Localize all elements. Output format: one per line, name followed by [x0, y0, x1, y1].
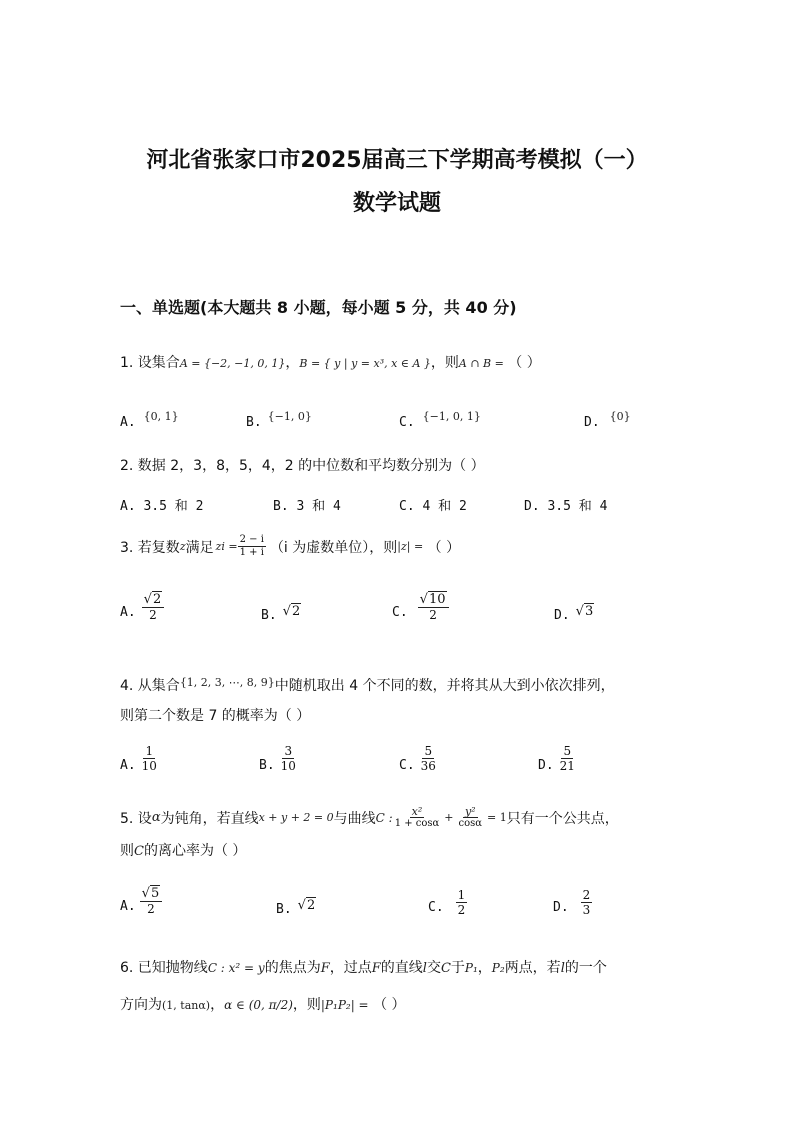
question-6: 6. 已知抛物线C : x² = y的焦点为F，过点F的直线l交C于P₁，P₂两点，若l的一个 — [120, 960, 607, 976]
q4-text1: 中随机取出 4 个不同的数，并将其从大到小依次排列， — [274, 678, 615, 694]
q3-fraction: $\frac{2 - i}{1 + i}$ — [239, 534, 264, 558]
question-4-line2: 则第二个数是 7 的概率为（ ） — [120, 708, 311, 724]
q5-prefix: 5. 设 — [120, 810, 152, 827]
q4-set: {1, 2, 3, ⋯, 8, 9} — [179, 676, 275, 689]
q5-option-c: C. $\frac{1}{2}$ — [428, 888, 466, 917]
q3-lhs: zi = — [215, 540, 238, 553]
q3-option-c: C. $\frac{√10}{2}$ — [392, 592, 449, 622]
q1-prefix: 1. 设集合 — [120, 355, 180, 371]
q1-paren: （ ） — [508, 355, 541, 371]
question-2: 2. 数据 2，3，8，5，4，2 的中位数和平均数分别为（ ） — [120, 458, 485, 474]
question-1 — [120, 352, 541, 372]
q5-plus: + — [444, 811, 454, 824]
q3-satisfy: 满足 — [185, 539, 214, 556]
q3-option-d: D. √3 — [554, 604, 594, 623]
q5-eq: = 1 — [487, 811, 507, 824]
q2-option-c: C. 4 和 2 — [399, 499, 467, 514]
q2-option-b: B. 3 和 4 — [273, 499, 341, 514]
q4-option-c: C. $\frac{5}{36}$ — [399, 744, 436, 773]
section-heading: 一、单选题(本大题共 8 小题，每小题 5 分，共 40 分) — [120, 298, 517, 317]
q3-prefix: 3. 若复数 — [120, 539, 180, 556]
q3-note: （i 为虚数单位），则 — [269, 539, 398, 556]
q5-option-d: D. $\frac{2}{3}$ — [553, 888, 591, 917]
q5-option-a: A. $\frac{√5}{2}$ — [120, 886, 162, 916]
q3-abs: |z| = — [397, 540, 424, 553]
question-5 — [120, 806, 619, 829]
q4-prefix: 4. 从集合 — [120, 678, 180, 694]
q1-mid: ，则 — [430, 355, 459, 371]
q4-option-b: B. $\frac{3}{10}$ — [259, 744, 296, 773]
q5-option-b: B. √2 — [276, 898, 316, 917]
question-6-line2: 方向为(1, tanα)，α ∈ (0, π/2)，则|P₁P₂| = （ ） — [120, 997, 406, 1013]
q5-fraction-1: $\frac{\text{x²}}{1 + \cos\alpha}$ — [394, 805, 440, 829]
q1-option-b: B. $^{\{-1, 0\}}$ — [246, 410, 312, 430]
q3-option-a: A. $\frac{√2}{2}$ — [120, 592, 164, 622]
q5-t3: 只有一个公共点， — [506, 810, 619, 827]
q2-option-a: A. 3.5 和 2 — [120, 499, 204, 514]
q3-option-b: B. √2 — [261, 604, 301, 623]
q1-option-c: C. $^{\{-1, 0, 1\}}$ — [399, 410, 481, 430]
q5-t1: 为钝角，若直线 — [160, 810, 259, 827]
q1-set-b: B = { y | y = x³, x ∈ A } — [299, 357, 431, 370]
q1-option-a: A. $^{\{0, 1\}}$ — [120, 410, 179, 430]
exam-subtitle: 数学试题 — [352, 191, 441, 216]
exam-title: 河北省张家口市2025届高三下学期高考模拟（一） — [146, 148, 648, 173]
q5-fraction-2: $\frac{\text{y²}}{\cos\alpha}$ — [458, 805, 483, 829]
q1-set-a: A = {−2, −1, 0, 1} — [179, 357, 286, 370]
q1-expr: A ∩ B = — [458, 357, 504, 370]
q2-option-d: D. 3.5 和 4 — [524, 499, 608, 514]
q3-paren: （ ） — [427, 539, 461, 556]
question-3 — [120, 534, 460, 559]
question-5-line2: 则C的离心率为（ ） — [120, 843, 247, 859]
q5-t2: 与曲线 — [333, 810, 376, 827]
q5-alpha: α — [151, 810, 161, 825]
q4-option-a: A. $\frac{1}{10}$ — [120, 744, 157, 773]
q5-curve-label: C : — [375, 810, 393, 825]
q5-line-eq: x + y + 2 = 0 — [258, 811, 334, 824]
q1-option-d: D. $^{\{0\}}$ — [584, 410, 631, 430]
q4-option-d: D. $\frac{5}{21}$ — [538, 744, 575, 773]
q3-var: z — [179, 540, 186, 553]
q1-comma: ， — [285, 355, 300, 371]
question-4 — [120, 675, 615, 695]
